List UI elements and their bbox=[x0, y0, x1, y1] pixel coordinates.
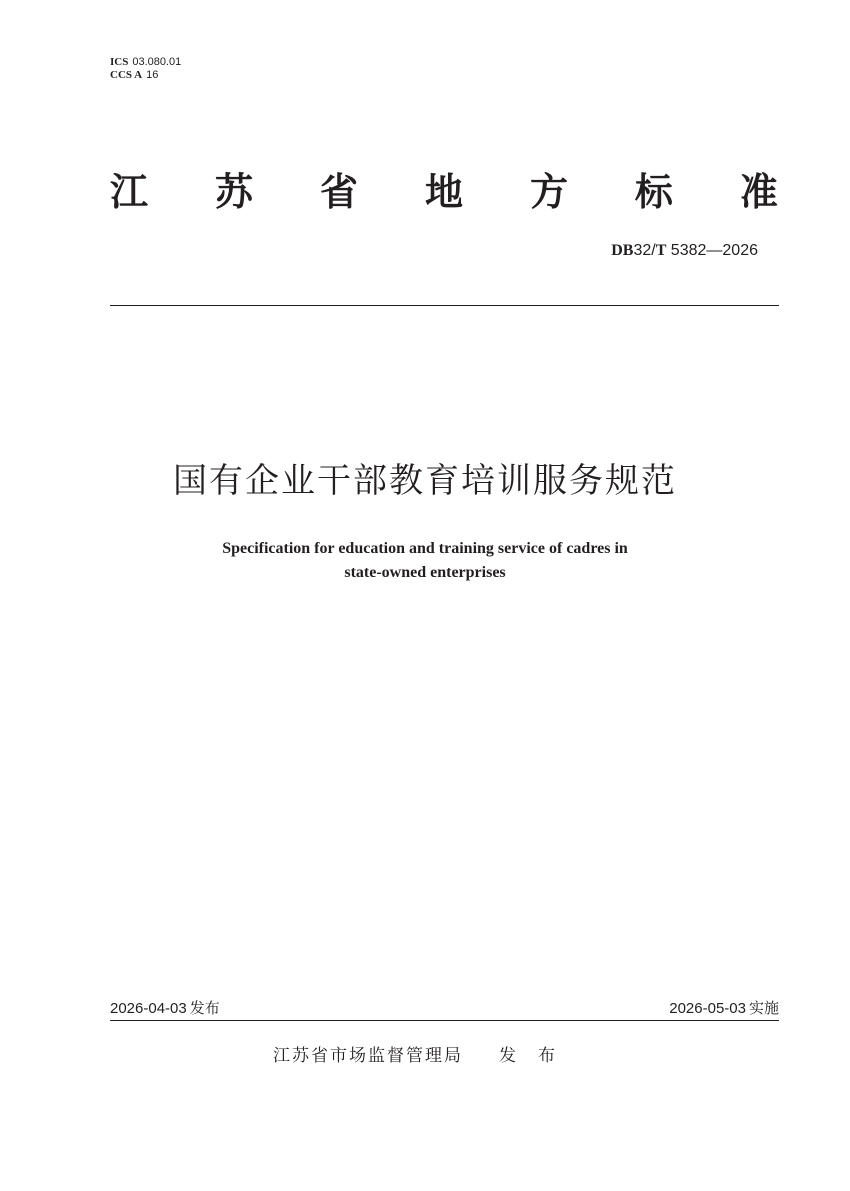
issue-date bbox=[110, 998, 220, 1019]
ics-value: 03.080.01 bbox=[132, 56, 182, 68]
standard-number bbox=[611, 240, 758, 261]
document-title-en-line2: state-owned enterprises bbox=[344, 564, 506, 581]
ics-label: ICS bbox=[110, 56, 129, 68]
document-title-zh: 国有企业干部教育培训服务规范 bbox=[173, 461, 677, 501]
publisher bbox=[0, 1044, 850, 1068]
issue-date-value: 2026-04-03 bbox=[110, 1000, 187, 1017]
publisher-org: 江苏省市场监督管理局 bbox=[273, 1046, 463, 1066]
standard-type-char: 江 bbox=[110, 170, 149, 214]
header-divider bbox=[110, 305, 779, 306]
ccs-label: CCS A bbox=[110, 69, 143, 81]
ccs-code bbox=[110, 68, 158, 82]
standard-type-char: 苏 bbox=[214, 170, 253, 214]
implement-date bbox=[669, 998, 779, 1019]
implement-date-value: 2026-05-03 bbox=[669, 1000, 746, 1017]
ics-code bbox=[110, 55, 181, 69]
standard-type-char: 省 bbox=[319, 170, 358, 214]
standard-type-char: 地 bbox=[424, 170, 463, 214]
standard-number-type: T bbox=[655, 242, 667, 259]
document-title-en-line1: Specification for education and training service of cadres in bbox=[222, 540, 628, 557]
ccs-value: 16 bbox=[146, 69, 159, 81]
issue-date-label: 发布 bbox=[189, 999, 220, 1017]
standard-type-char: 方 bbox=[529, 170, 568, 214]
standard-number-prefix: DB bbox=[611, 242, 634, 259]
standard-type-char: 标 bbox=[634, 170, 673, 214]
standard-number-region: 32/ bbox=[633, 242, 656, 259]
publisher-action: 发布 bbox=[499, 1046, 577, 1066]
standard-type-char: 准 bbox=[739, 170, 778, 214]
document-title-en bbox=[0, 537, 850, 585]
standard-type-title bbox=[110, 170, 778, 214]
standard-number-code: 5382—2026 bbox=[666, 242, 758, 259]
implement-date-label: 实施 bbox=[748, 999, 779, 1017]
footer-divider bbox=[110, 1020, 779, 1021]
